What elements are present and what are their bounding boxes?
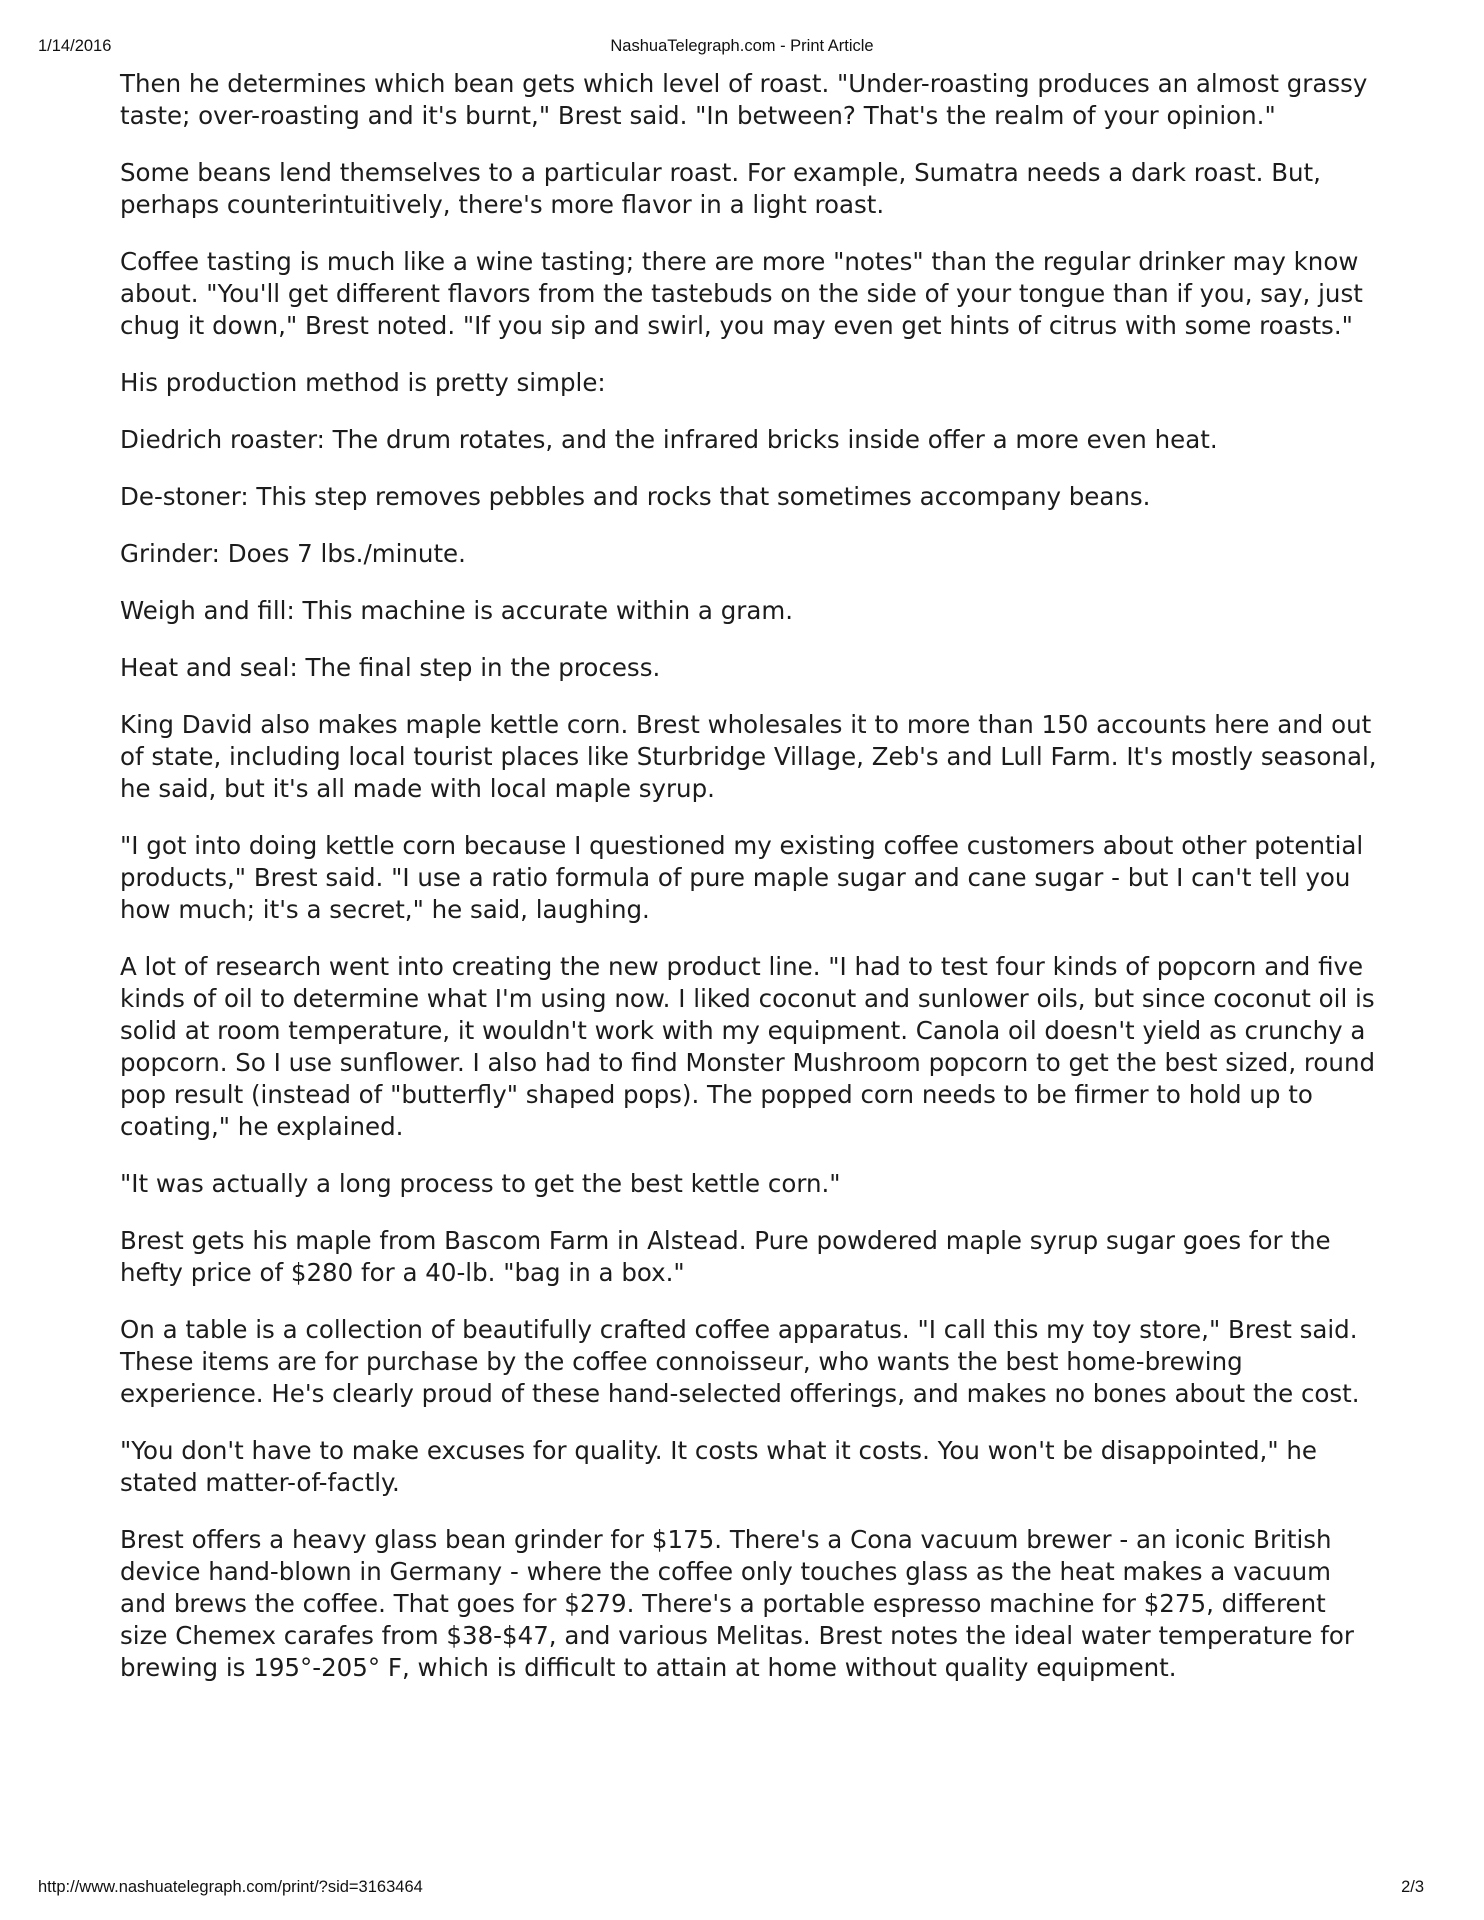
article-paragraph: Then he determines which bean gets which level of roast. "Under-roasting produces an almost grassy taste; over-roasting and it's burnt," Brest said. "In between? That's the realm of your opinion." xyxy=(120,69,1368,130)
page-number: 2/3 xyxy=(1401,1878,1424,1896)
article-paragraph: His production method is pretty simple: xyxy=(120,368,606,397)
article-paragraph: Coffee tasting is much like a wine tasting; there are more "notes" than the regular drinker may know about. "You'll get different flavors from the tastebuds on the side of your tongue than if you, say, just chug it down," Brest noted. "If you sip and swirl, you may even get hints of citrus with some roasts." xyxy=(120,247,1363,340)
article-paragraph: Brest gets his maple from Bascom Farm in Alstead. Pure powdered maple syrup sugar goes for the hefty price of $280 for a 40-lb. "bag in a box." xyxy=(120,1226,1331,1287)
article-body xyxy=(120,68,1380,1709)
print-date: 1/14/2016 xyxy=(38,37,112,55)
article-paragraph: "You don't have to make excuses for quality. It costs what it costs. You won't be disappointed," he stated matter-of-factly. xyxy=(120,1436,1317,1497)
article-paragraph: On a table is a collection of beautifully crafted coffee apparatus. "I call this my toy store," Brest said. These items are for purchase by the coffee connoisseur, who wants the best home-brewing experience. He's clearly proud of these hand-selected offerings, and makes no bones about the cost. xyxy=(120,1315,1360,1408)
article-paragraph: "It was actually a long process to get the best kettle corn." xyxy=(120,1169,841,1198)
article-paragraph: "I got into doing kettle corn because I questioned my existing coffee customers about other potential products," Brest said. "I use a ratio formula of pure maple sugar and cane sugar - but I can't tell you how much; it's a secret," he said, laughing. xyxy=(120,831,1364,924)
page-url: http://www.nashuatelegraph.com/print/?sid=3163464 xyxy=(38,1878,423,1896)
article-paragraph: Weigh and fill: This machine is accurate within a gram. xyxy=(120,596,794,625)
article-paragraph: Grinder: Does 7 lbs./minute. xyxy=(120,539,466,568)
print-header xyxy=(0,37,1484,59)
article-paragraph: Brest offers a heavy glass bean grinder for $175. There's a Cona vacuum brewer - an iconic British device hand-blown in Germany - where the coffee only touches glass as the heat makes a vacuum and brews the coffee. That goes for $279. There's a portable espresso machine for $275, different size Chemex carafes from $38-$47, and various Melitas. Brest notes the ideal water temperature for brewing is 195°-205° F, which is difficult to attain at home without quality equipment. xyxy=(120,1525,1354,1682)
article-paragraph: Diedrich roaster: The drum rotates, and the infrared bricks inside offer a more even heat. xyxy=(120,425,1218,454)
page-title: NashuaTelegraph.com - Print Article xyxy=(610,37,874,55)
print-footer xyxy=(0,1878,1484,1900)
article-paragraph: King David also makes maple kettle corn. Brest wholesales it to more than 150 accounts here and out of state, including local tourist places like Sturbridge Village, Zeb's and Lull Farm. It's mostly seasonal, he said, but it's all made with local maple syrup. xyxy=(120,710,1377,803)
article-paragraph: A lot of research went into creating the new product line. "I had to test four kinds of popcorn and five kinds of oil to determine what I'm using now. I liked coconut and sunlower oils, but since coconut oil is solid at room temperature, it wouldn't work with my equipment. Canola oil doesn't yield as crunchy a popcorn. So I use sunflower. I also had to find Monster Mushroom popcorn to get the best sized, round pop result (instead of "butterfly" shaped pops). The popped corn needs to be firmer to hold up to coating," he explained. xyxy=(120,952,1376,1141)
article-paragraph: Heat and seal: The final step in the process. xyxy=(120,653,661,682)
article-paragraph: Some beans lend themselves to a particular roast. For example, Sumatra needs a dark roast. But, perhaps counterintuitively, there's more flavor in a light roast. xyxy=(120,158,1321,219)
article-paragraph: De-stoner: This step removes pebbles and rocks that sometimes accompany beans. xyxy=(120,482,1151,511)
